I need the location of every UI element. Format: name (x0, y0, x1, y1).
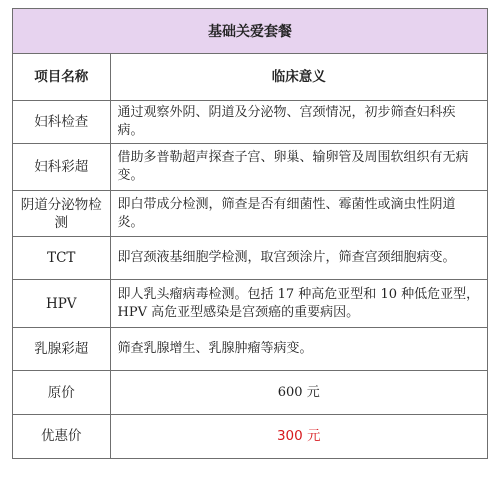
table-row (13, 101, 487, 144)
discount-row (13, 415, 487, 458)
item-name: HPV (13, 280, 110, 328)
table-row (13, 237, 487, 280)
table-row (13, 328, 487, 371)
discount-value: 300 元 (110, 415, 487, 458)
package-table (12, 8, 488, 459)
item-desc: 即人乳头瘤病毒检测。包括 17 种高危亚型和 10 种低危亚型，HPV 高危亚型感染是宫颈癌的重要病因。 (110, 280, 487, 328)
discount-label: 优惠价 (13, 415, 110, 458)
item-name: TCT (13, 237, 110, 280)
header-clinical-meaning: 临床意义 (110, 54, 487, 101)
item-desc: 借助多普勒超声探查子宫、卵巢、输卵管及周围软组织有无病变。 (110, 144, 487, 191)
item-desc: 筛查乳腺增生、乳腺肿瘤等病变。 (110, 328, 487, 371)
item-name: 妇科检查 (13, 101, 110, 144)
items-table (13, 54, 487, 458)
table-row (13, 144, 487, 191)
table-row (13, 280, 487, 328)
item-name: 阴道分泌物检测 (13, 191, 110, 237)
price-row (13, 371, 487, 415)
item-desc: 通过观察外阴、阴道及分泌物、宫颈情况，初步筛查妇科疾病。 (110, 101, 487, 144)
item-name: 妇科彩超 (13, 144, 110, 191)
item-desc: 即宫颈液基细胞学检测，取宫颈涂片，筛查宫颈细胞病变。 (110, 237, 487, 280)
header-item-name: 项目名称 (13, 54, 110, 101)
item-desc: 即白带成分检测，筛查是否有细菌性、霉菌性或滴虫性阴道炎。 (110, 191, 487, 237)
table-header-row (13, 54, 487, 101)
price-value: 600 元 (110, 371, 487, 415)
table-row (13, 191, 487, 237)
item-name: 乳腺彩超 (13, 328, 110, 371)
price-label: 原价 (13, 371, 110, 415)
package-title: 基础关爱套餐 (13, 9, 487, 54)
